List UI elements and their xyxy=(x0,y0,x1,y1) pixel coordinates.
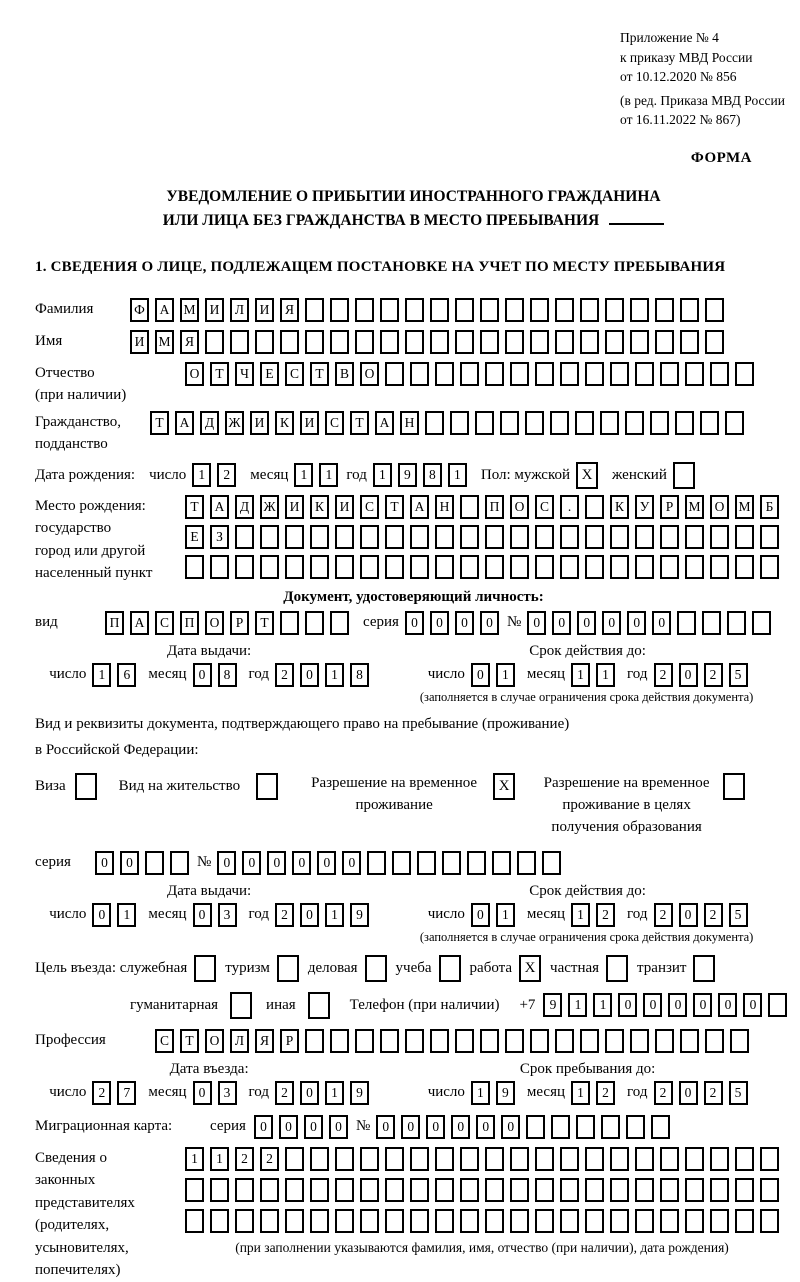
doc-issue-date-label: Дата выдачи: xyxy=(166,642,252,659)
stay-month-input[interactable]: 1 2 xyxy=(571,1081,615,1105)
purpose-transit-label: транзит xyxy=(637,959,687,976)
citizenship-input[interactable]: Т А Д Ж И К И С Т А Н xyxy=(150,411,744,435)
form-title xyxy=(35,185,792,233)
legal-rep-row2-input[interactable] xyxy=(185,1178,779,1202)
purpose-official-checkbox[interactable] xyxy=(194,955,216,982)
name-label: Имя xyxy=(35,333,63,350)
profession-label: Профессия xyxy=(35,1032,106,1049)
doc-valid-year-input[interactable]: 2 0 2 5 xyxy=(654,663,748,687)
purpose-private-label: частная xyxy=(550,959,600,976)
sex-male-checkbox[interactable]: X xyxy=(576,462,598,489)
purpose-humanitarian-label: гуманитарная xyxy=(130,996,219,1013)
entry-year-input[interactable]: 2 0 1 9 xyxy=(275,1081,369,1105)
birth-place-label: Место рождения: государство город или другой населенный пункт xyxy=(35,497,153,582)
purpose-business-label: деловая xyxy=(307,959,358,976)
purpose-tourism-label: туризм xyxy=(225,959,270,976)
res-issue-year-input[interactable]: 2 0 1 9 xyxy=(275,903,369,927)
patronymic-label: Отчество (при наличии) xyxy=(35,364,127,404)
doc-valid-month-input[interactable]: 1 1 xyxy=(571,663,615,687)
stay-day-input[interactable]: 1 9 xyxy=(471,1081,515,1105)
doc-validity-note: (заполняется в случае ограничения срока действия документа) xyxy=(419,689,754,704)
entry-purpose-row2 xyxy=(130,992,792,1019)
month-label: месяц xyxy=(250,466,289,483)
residence-doc-label: Вид и реквизиты документа, подтверждающего право на пребывание (проживание) в Российской Федерации: xyxy=(35,715,570,759)
doc-series-label: серия xyxy=(363,614,399,631)
purpose-other-label: иная xyxy=(266,996,296,1013)
birth-place-row1-input[interactable]: Т А Д Ж И К И С Т А Н П О С . К У Р М О М Б xyxy=(185,495,779,519)
legal-rep-row1-input[interactable]: 1 1 2 2 xyxy=(185,1147,779,1171)
birth-place-row3-input[interactable] xyxy=(185,555,779,579)
res-dates-block: Дата выдачи: число 0 1 месяц 0 3 год 2 0 1 9 Срок действия до: число 0 1 месяц 1 2 год 2 0 2 5 (заполняется в случае ограничения срока действия документа) xyxy=(49,882,754,944)
stay-until-label: Срок пребывания до: xyxy=(519,1060,656,1077)
surname-label: Фамилия xyxy=(35,301,94,318)
residence-doc-options xyxy=(35,773,792,838)
res-number-label: № xyxy=(197,854,212,871)
res-issue-month-input[interactable]: 0 3 xyxy=(193,903,237,927)
birth-day-input[interactable]: 1 2 xyxy=(192,463,236,487)
doc-valid-day-input[interactable]: 0 1 xyxy=(471,663,515,687)
legal-representatives-block xyxy=(35,1147,792,1282)
doc-issue-year-input[interactable]: 2 0 1 8 xyxy=(275,663,369,687)
doc-series-input[interactable]: 0 0 0 0 xyxy=(405,611,499,635)
legal-rep-row3-input[interactable] xyxy=(185,1209,779,1233)
sex-male-label: Пол: мужской xyxy=(480,466,571,483)
sex-female-label: женский xyxy=(612,466,667,483)
appendix-line: от 10.12.2020 № 856 xyxy=(620,69,737,85)
purpose-work-checkbox[interactable]: X xyxy=(519,955,541,982)
mig-series-input[interactable]: 0 0 0 0 xyxy=(254,1115,348,1139)
doc-type-label: вид xyxy=(35,614,58,631)
res-number-input[interactable]: 0 0 0 0 0 0 xyxy=(217,851,561,875)
purpose-humanitarian-checkbox[interactable] xyxy=(230,992,252,1019)
entry-month-input[interactable]: 0 3 xyxy=(193,1081,237,1105)
sex-female-checkbox[interactable] xyxy=(673,462,695,489)
birth-year-input[interactable]: 1 9 8 1 xyxy=(373,463,467,487)
form-title-line1: УВЕДОМЛЕНИЕ О ПРИБЫТИИ ИНОСТРАННОГО ГРАЖДАНИНА xyxy=(166,187,661,205)
res-issue-date-label: Дата выдачи: xyxy=(166,882,252,899)
temp-residence-edu-checkbox[interactable] xyxy=(723,773,745,800)
year-label: год xyxy=(346,466,367,483)
mig-series-label: серия xyxy=(210,1118,246,1135)
phone-prefix: +7 xyxy=(519,996,536,1013)
appendix-line: к приказу МВД России xyxy=(620,49,753,65)
purpose-transit-checkbox[interactable] xyxy=(693,955,715,982)
entry-purpose-label: Цель въезда: служебная xyxy=(35,959,188,976)
entry-day-input[interactable]: 2 7 xyxy=(92,1081,136,1105)
purpose-private-checkbox[interactable] xyxy=(606,955,628,982)
legal-rep-label: Сведения о законных представителях (родителях, усыновителях, попечителях) xyxy=(35,1149,135,1279)
appendix-block xyxy=(620,28,792,130)
section1-heading: 1. СВЕДЕНИЯ О ЛИЦЕ, ПОДЛЕЖАЩЕМ ПОСТАНОВКЕ НА УЧЕТ ПО МЕСТУ ПРЕБЫВАНИЯ xyxy=(35,258,726,275)
doc-issue-month-input[interactable]: 0 8 xyxy=(193,663,237,687)
doc-number-label: № xyxy=(506,614,522,631)
temp-residence-edu-label: Разрешение на временное проживание в целях получения образования xyxy=(543,775,710,835)
appendix-line: Приложение № 4 xyxy=(620,30,719,45)
visa-checkbox[interactable] xyxy=(75,773,97,800)
edition-line: от 16.11.2022 № 867) xyxy=(620,112,741,128)
residence-permit-checkbox[interactable] xyxy=(256,773,278,800)
surname-input[interactable]: Ф А М И Л И Я xyxy=(130,298,724,322)
legal-rep-note: (при заполнении указываются фамилия, имя, отчество (при наличии), дата рождения) xyxy=(235,1239,729,1255)
phone-input[interactable]: 9 1 1 0 0 0 0 0 0 xyxy=(543,993,787,1017)
doc-valid-until-label: Срок действия до: xyxy=(529,642,646,659)
doc-type-input[interactable]: П А С П О Р Т xyxy=(105,611,349,635)
res-valid-until-label: Срок действия до: xyxy=(529,882,646,899)
entry-dates-block: Дата въезда: число 2 7 месяц 0 3 год 2 0 1 9 Срок пребывания до: число 1 9 месяц 1 2 год 2 0 2 5 xyxy=(35,1061,792,1105)
birth-place-row2-input[interactable]: Е З xyxy=(185,525,779,549)
residence-permit-label: Вид на жительство xyxy=(118,778,241,795)
purpose-other-checkbox[interactable] xyxy=(308,992,330,1019)
purpose-business-checkbox[interactable] xyxy=(365,955,387,982)
res-valid-month-input[interactable]: 1 2 xyxy=(571,903,615,927)
res-valid-year-input[interactable]: 2 0 2 5 xyxy=(654,903,748,927)
purpose-study-label: учеба xyxy=(395,959,432,976)
birth-date-label: Дата рождения: xyxy=(35,466,136,483)
profession-input[interactable]: С Т О Л Я Р xyxy=(155,1029,749,1053)
doc-dates-block: Дата выдачи: число 1 6 месяц 0 8 год 2 0 1 8 Срок действия до: число 0 1 месяц 1 1 год 2 0 2 5 (заполняется в случае ограничения срока действия документа) xyxy=(49,642,754,704)
phone-label: Телефон (при наличии) xyxy=(349,996,500,1013)
purpose-study-checkbox[interactable] xyxy=(439,955,461,982)
purpose-tourism-checkbox[interactable] xyxy=(277,955,299,982)
mig-number-label: № xyxy=(355,1118,371,1135)
entry-date-label: Дата въезда: xyxy=(169,1060,249,1077)
migration-card-label: Миграционная карта: xyxy=(35,1118,173,1135)
mig-number-input[interactable]: 0 0 0 0 0 0 xyxy=(376,1115,670,1139)
day-label: число xyxy=(149,466,187,483)
name-input[interactable]: И М Я xyxy=(130,330,724,354)
res-valid-day-input[interactable]: 0 1 xyxy=(471,903,515,927)
purpose-work-label: работа xyxy=(469,959,513,976)
doc-number-input[interactable]: 0 0 0 0 0 0 xyxy=(527,611,771,635)
form-title-line2: ИЛИ ЛИЦА БЕЗ ГРАЖДАНСТВА В МЕСТО ПРЕБЫВАНИЯ xyxy=(162,211,600,229)
res-validity-note: (заполняется в случае ограничения срока действия документа) xyxy=(419,929,754,944)
entry-purpose-row xyxy=(35,955,792,982)
title-blank-underline xyxy=(609,223,664,225)
birth-month-input[interactable]: 1 1 xyxy=(294,463,338,487)
visa-label: Виза xyxy=(35,778,66,795)
identity-doc-heading: Документ, удостоверяющий личность: xyxy=(283,588,544,605)
temp-residence-label: Разрешение на временное проживание xyxy=(311,775,478,814)
res-series-input[interactable]: 0 0 xyxy=(95,851,189,875)
patronymic-input[interactable]: О Т Ч Е С Т В О xyxy=(185,362,754,386)
temp-residence-checkbox[interactable]: X xyxy=(493,773,515,800)
edition-line: (в ред. Приказа МВД России xyxy=(620,92,785,108)
res-issue-day-input[interactable]: 0 1 xyxy=(92,903,136,927)
res-series-label: серия xyxy=(35,854,71,871)
form-label: ФОРМА xyxy=(690,149,752,166)
citizenship-label: Гражданство, подданство xyxy=(35,413,122,453)
doc-issue-day-input[interactable]: 1 6 xyxy=(92,663,136,687)
stay-year-input[interactable]: 2 0 2 5 xyxy=(654,1081,748,1105)
